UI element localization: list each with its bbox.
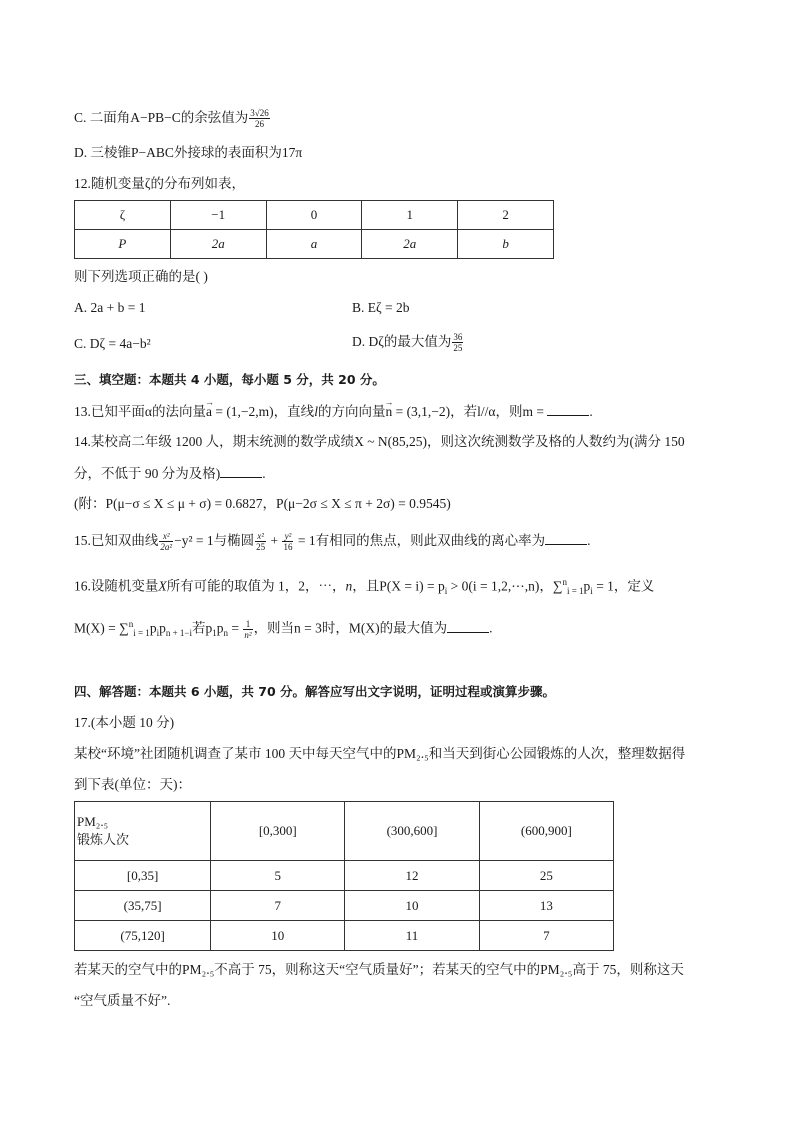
text-span: 若p [191, 620, 213, 636]
table-cell: ζ [75, 201, 171, 230]
table-header-cell: (300,600] [345, 802, 479, 861]
table-row-label: [0,35] [75, 861, 211, 891]
text-span: = 1，定义 [592, 578, 655, 594]
question-16-line1 [74, 572, 654, 601]
text-span: = [227, 620, 243, 636]
table-cell: P [75, 230, 171, 259]
text-span: > 0(i = 1,2,⋯,n)，∑ [447, 578, 563, 594]
option-text: D. Dζ的最大值为 [352, 334, 452, 349]
text-span: n [223, 628, 228, 639]
question-15 [74, 530, 590, 552]
option-11d: D. 三棱锥P−ABC外接球的表面积为17π [74, 145, 303, 160]
table-cell: 10 [211, 921, 345, 951]
option-text: C. 二面角A−PB−C的余弦值为 [74, 110, 249, 125]
table-header-cell: (600,900] [479, 802, 613, 861]
text-span: i = 1 [566, 586, 584, 597]
text-span: M(X) = ∑ [74, 620, 129, 636]
table-row [75, 201, 554, 230]
vector-a: → a [206, 402, 212, 422]
text-span: . [489, 620, 493, 636]
text-span: = 1有相同的焦点，则此双曲线的离心率为 [294, 533, 546, 548]
text-span: + [267, 533, 282, 548]
fraction-numerator: x² [159, 531, 173, 542]
fraction-denominator: 25 [256, 542, 266, 553]
fraction-numerator: 36 [453, 332, 463, 343]
fraction [282, 531, 293, 552]
table-cell: −1 [170, 201, 266, 230]
text-span: p [216, 620, 224, 636]
option-12a: A. 2a + b = 1 [74, 300, 146, 315]
table-cell: 2a [362, 230, 458, 259]
text-span: i [156, 628, 160, 639]
fraction-numerator: y² [282, 531, 293, 542]
fraction-numerator: 3√26 [250, 108, 269, 119]
text-span: −y² = 1与椭圆 [174, 533, 255, 548]
text-span: 分，不低于 90 分为及格) [74, 466, 221, 481]
question-16-line2 [74, 614, 493, 643]
corner-bottom-label: 锻炼人次 [77, 832, 130, 847]
table-cell: 7 [479, 921, 613, 951]
table-cell: 5 [211, 861, 345, 891]
question-14-line2 [74, 463, 266, 484]
text-span: = (1,−2,m)，直线 [211, 404, 315, 419]
fraction-denominator: 16 [283, 542, 293, 553]
question-17-para4: “空气质量不好”. [74, 993, 171, 1008]
answer-blank[interactable] [220, 463, 262, 478]
question-17-title: 17.(本小题 10 分) [74, 715, 175, 730]
corner-top-label: PM₂.₅ [77, 814, 109, 829]
text-span: ，则当n = 3时，M(X)的最大值为 [253, 620, 448, 636]
question-17-para2: 到下表(单位：天)： [74, 777, 191, 792]
option-12b: B. Eζ = 2b [352, 300, 410, 315]
table-cell: 0 [266, 201, 362, 230]
question-13 [74, 401, 593, 422]
option-12d [352, 332, 464, 353]
text-span: 的方向向量 [317, 404, 386, 419]
text-span: 13.已知平面α的法向量 [74, 404, 206, 419]
text-span: n [128, 619, 134, 629]
table-row [75, 921, 614, 951]
table-cell: 11 [345, 921, 479, 951]
text-span: = (3,1,−2)，若l//α，则m = [392, 404, 548, 419]
fraction-denominator: 2a² [160, 542, 173, 553]
fraction-denominator: 25 [453, 343, 463, 354]
fraction [249, 108, 269, 129]
text-span: n [345, 578, 353, 594]
answer-blank[interactable] [545, 530, 587, 545]
section-3-heading: 三、填空题：本题共 4 小题，每小题 5 分，共 20 分。 [74, 372, 385, 387]
distribution-table [74, 200, 554, 259]
table-cell: 25 [479, 861, 613, 891]
option-11c [74, 108, 271, 129]
answer-blank[interactable] [447, 618, 489, 633]
table-cell: 10 [345, 891, 479, 921]
text-span: p [583, 578, 591, 594]
text-span: 16.设随机变量 [74, 578, 159, 594]
text-span: 1 [212, 628, 217, 639]
fraction [159, 531, 173, 552]
table-header-row [75, 802, 614, 861]
text-span: i = 1 [133, 628, 150, 639]
question-17-para1: 某校“环境”社团随机调查了某市 100 天中每天空气中的PM₂.₅和当天到街心公园锻炼的人次，整理数据得 [74, 746, 686, 761]
vector-n: → n [385, 402, 392, 422]
option-12c: C. Dζ = 4a−b² [74, 336, 151, 351]
pm25-table [74, 801, 614, 951]
text-span: . [589, 404, 593, 419]
text-span: p [159, 620, 166, 636]
question-12-prompt: 则下列选项正确的是( ) [74, 269, 208, 284]
fraction-denominator: 26 [254, 119, 264, 130]
fraction-denominator: n² [244, 629, 252, 640]
question-17-para3: 若某天的空气中的PM₂.₅不高于 75，则称这天“空气质量好”；若某天的空气中的PM₂.₅高于 75，则称这天 [74, 962, 684, 977]
text-span: i [590, 586, 593, 597]
question-14-line1: 14.某校高二年级 1200 人，期末统测的数学成绩X ~ N(85,25)，则这次统测数学及格的人数约为(满分 150 [74, 434, 685, 449]
question-12: 12.随机变量ζ的分布列如表， [74, 176, 245, 191]
table-row-label: (75,120] [75, 921, 211, 951]
table-cell: b [458, 230, 554, 259]
fraction [255, 531, 266, 552]
table-header-cell: [0,300] [211, 802, 345, 861]
table-corner-cell [75, 802, 211, 861]
text-span: l [314, 404, 318, 419]
text-span: n + 1−i [165, 628, 192, 639]
answer-blank[interactable] [547, 401, 589, 416]
fraction-numerator: x² [255, 531, 266, 542]
text-span: n [562, 577, 567, 587]
fraction-numerator: 1 [243, 619, 252, 630]
fraction [243, 619, 252, 640]
table-cell: 12 [345, 861, 479, 891]
fraction [452, 332, 463, 353]
table-cell: 1 [362, 201, 458, 230]
question-14-appendix: (附：P(μ−σ ≤ X ≤ μ + σ) = 0.6827，P(μ−2σ ≤ X ≤ π + 2σ) = 0.9545) [74, 496, 451, 511]
text-span: . [262, 466, 266, 481]
table-cell: 13 [479, 891, 613, 921]
text-span: X [158, 578, 167, 594]
table-cell: 7 [211, 891, 345, 921]
text-span: ，且P(X = i) = p [352, 578, 445, 594]
section-4-heading: 四、解答题：本题共 6 小题，共 70 分。解答应写出文字说明，证明过程或演算步骤。 [74, 684, 556, 699]
text-span: p [149, 620, 157, 636]
table-row [75, 861, 614, 891]
text-span: . [587, 533, 591, 548]
table-cell: 2a [170, 230, 266, 259]
table-cell: 2 [458, 201, 554, 230]
table-row [75, 891, 614, 921]
table-cell: a [266, 230, 362, 259]
text-span: 15.已知双曲线 [74, 533, 159, 548]
table-row [75, 230, 554, 259]
text-span: 所有可能的取值为 1，2，⋯， [166, 578, 346, 594]
table-row-label: (35,75] [75, 891, 211, 921]
text-span: i [444, 586, 448, 597]
